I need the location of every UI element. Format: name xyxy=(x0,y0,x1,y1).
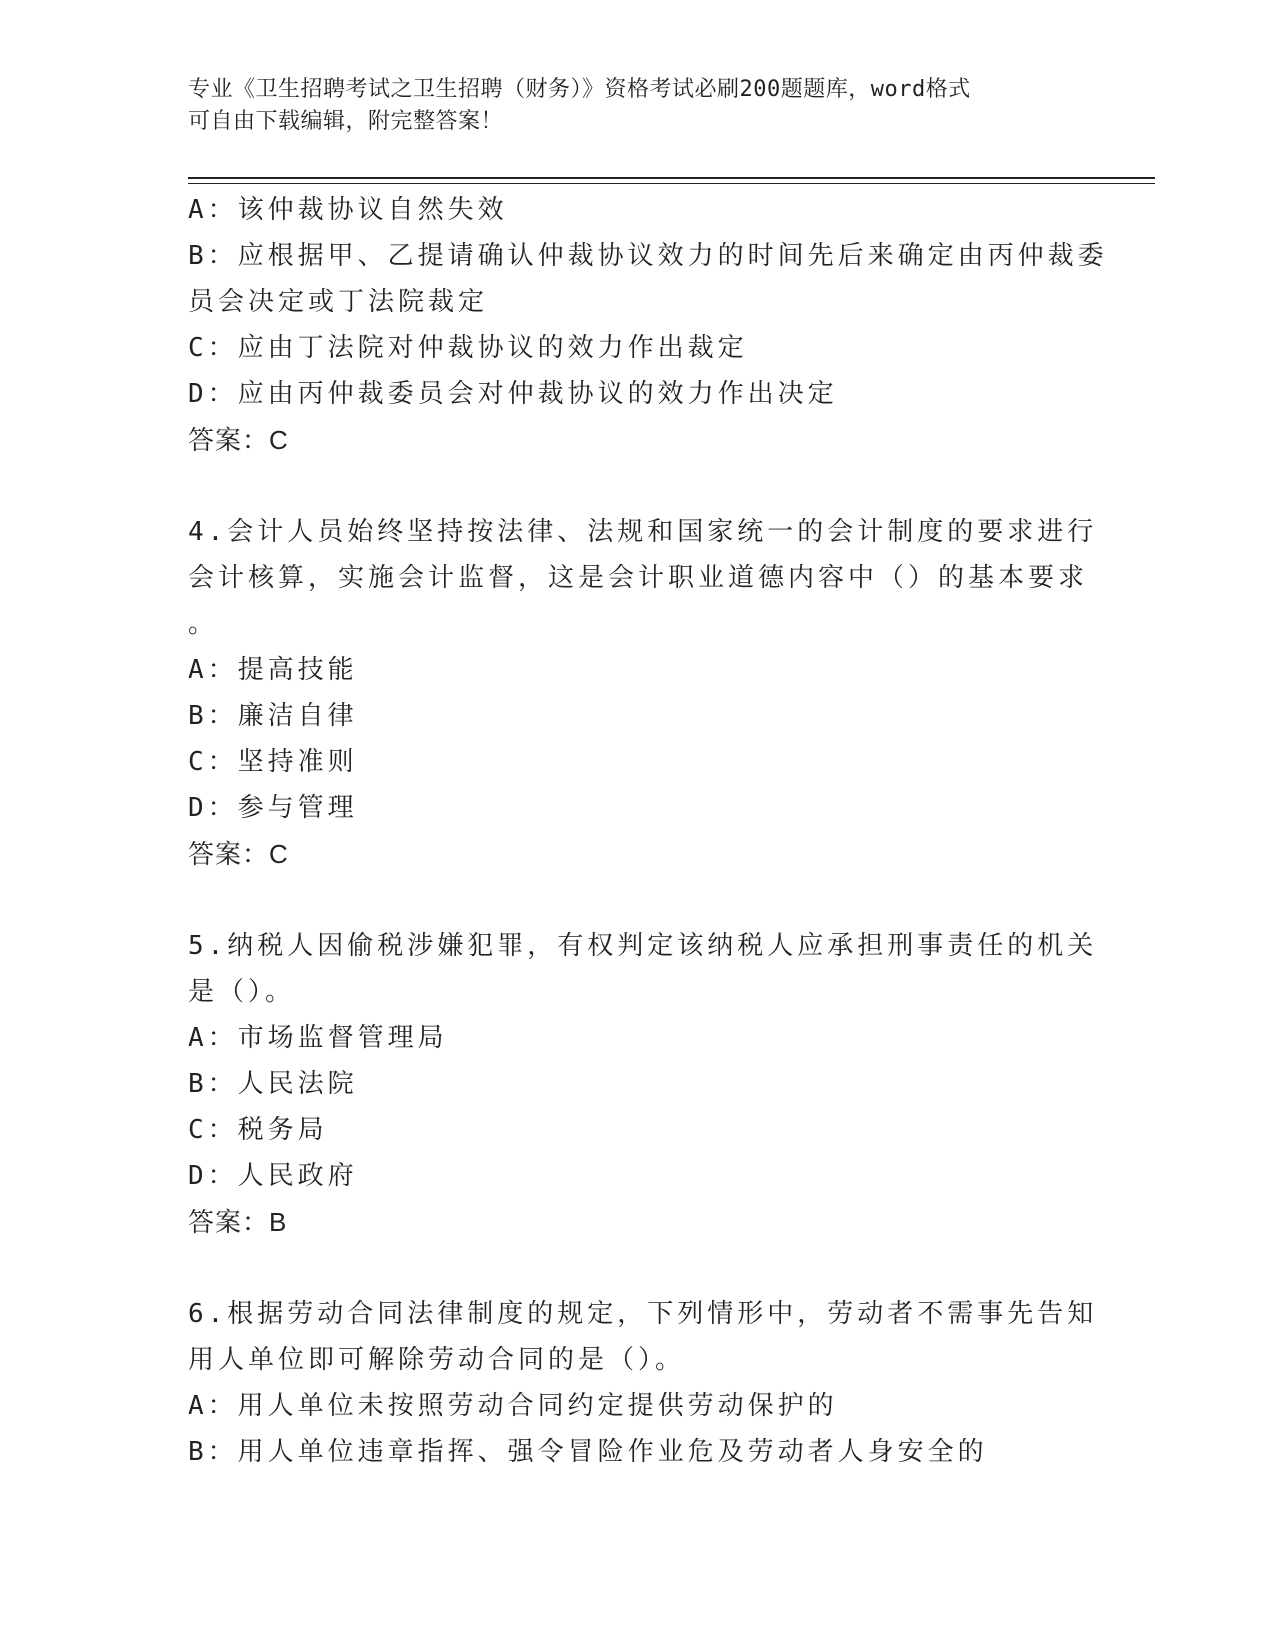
question-4 xyxy=(188,509,1098,877)
header-divider-thick xyxy=(188,177,1155,179)
header-divider-thin xyxy=(188,183,1155,184)
answer: 答案：B xyxy=(188,1207,288,1237)
document-body xyxy=(188,187,1108,1475)
option-c: C：税务局 xyxy=(188,1115,328,1145)
spacer xyxy=(188,1245,1078,1291)
option-a: A：用人单位未按照劳动合同约定提供劳动保护的 xyxy=(188,1391,838,1421)
option-d: D：参与管理 xyxy=(188,793,358,823)
question-5 xyxy=(188,923,1098,1245)
spacer xyxy=(188,463,1078,509)
option-c: C：坚持准则 xyxy=(188,747,358,777)
option-b-continued: 员会决定或丁法院裁定 xyxy=(188,287,489,317)
option-d: D：应由丙仲裁委员会对仲裁协议的效力作出决定 xyxy=(188,379,838,409)
question-6 xyxy=(188,1291,1098,1475)
option-a: A：该仲裁协议自然失效 xyxy=(188,195,508,225)
option-a: A：提高技能 xyxy=(188,655,358,685)
option-d: D：人民政府 xyxy=(188,1161,358,1191)
document-header xyxy=(188,74,1068,138)
option-b: B：用人单位违章指挥、强令冒险作业危及劳动者人身安全的 xyxy=(188,1437,988,1467)
question-stem: 4.会计人员始终坚持按法律、法规和国家统一的会计制度的要求进行 xyxy=(188,517,1098,547)
answer: 答案：C xyxy=(188,839,289,869)
option-c: C：应由丁法院对仲裁协议的效力作出裁定 xyxy=(188,333,748,363)
answer: 答案：C xyxy=(188,425,289,455)
header-line-2: 可自由下载编辑，附完整答案！ xyxy=(188,109,504,134)
spacer xyxy=(188,877,1078,923)
question-stem-end: 。 xyxy=(188,609,219,639)
question-stem: 5.纳税人因偷税涉嫌犯罪，有权判定该纳税人应承担刑事责任的机关 xyxy=(188,931,1098,961)
option-b: B：人民法院 xyxy=(188,1069,358,1099)
question-stem-continued: 会计核算，实施会计监督，这是会计职业道德内容中（）的基本要求 xyxy=(188,563,1089,593)
option-a: A：市场监督管理局 xyxy=(188,1023,448,1053)
question-stem: 6.根据劳动合同法律制度的规定，下列情形中，劳动者不需事先告知 xyxy=(188,1299,1098,1329)
question-3 xyxy=(188,187,1108,463)
header-line-1: 专业《卫生招聘考试之卫生招聘（财务）》资格考试必刷200题题库，word格式 xyxy=(188,77,971,102)
option-b: B：应根据甲、乙提请确认仲裁协议效力的时间先后来确定由丙仲裁委 xyxy=(188,241,1108,271)
question-stem-continued: 是（）。 xyxy=(188,977,296,1007)
question-stem-continued: 用人单位即可解除劳动合同的是（）。 xyxy=(188,1345,686,1375)
option-b: B：廉洁自律 xyxy=(188,701,358,731)
